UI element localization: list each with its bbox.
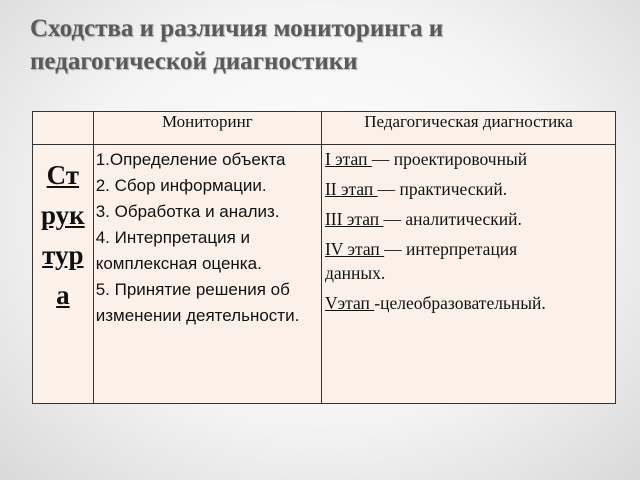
stage-label: IV этап	[324, 239, 385, 259]
diagnostics-stage	[325, 237, 615, 285]
diagnostics-stage	[325, 291, 615, 315]
diagnostics-stage	[325, 207, 615, 231]
stage-label: III этап	[324, 209, 384, 229]
diagnostics-stages-list	[322, 145, 615, 315]
monitoring-steps-list	[94, 145, 321, 329]
row-label-part: тур	[42, 240, 84, 270]
stage-text: — интерпретация данных.	[324, 239, 518, 283]
stage-text: -целеобразовательный.	[374, 293, 546, 313]
row-label-part: рук	[41, 200, 85, 230]
slide-title-line-2: педагогической диагностики	[30, 48, 358, 75]
monitoring-step: 3. Обработка и анализ.	[95, 202, 280, 221]
header-diagnostics: Педагогическая диагностика	[321, 112, 615, 145]
monitoring-step: 5. Принятие решения об изменении деятельности.	[95, 280, 300, 325]
monitoring-cell	[93, 145, 321, 404]
stage-text: — проектировочный	[371, 149, 528, 169]
table-header-row	[33, 112, 616, 145]
row-label-part: а	[56, 280, 70, 310]
monitoring-step: 4. Интерпретация и комплексная оценка.	[95, 228, 262, 273]
monitoring-step: 1.Определение объекта	[95, 150, 286, 169]
stage-label: II этап	[324, 179, 378, 199]
stage-text: — практический.	[377, 179, 508, 199]
table-row-structure	[33, 145, 616, 404]
monitoring-step: 2. Сбор информации.	[95, 176, 267, 195]
row-label-structure	[33, 145, 94, 404]
diagnostics-cell	[321, 145, 615, 404]
stage-text: — аналитический.	[383, 209, 522, 229]
stage-label: I этап	[324, 149, 372, 169]
header-empty-cell	[33, 112, 94, 145]
diagnostics-stage	[325, 147, 615, 171]
header-monitoring: Мониторинг	[93, 112, 321, 145]
row-label-part: Ст	[46, 160, 80, 190]
diagnostics-stage	[325, 177, 615, 201]
stage-label: Vэтап	[324, 293, 375, 313]
slide-title	[30, 12, 620, 78]
slide-title-line-1: Сходства и различия мониторинга и	[30, 15, 444, 42]
comparison-table	[32, 111, 616, 404]
